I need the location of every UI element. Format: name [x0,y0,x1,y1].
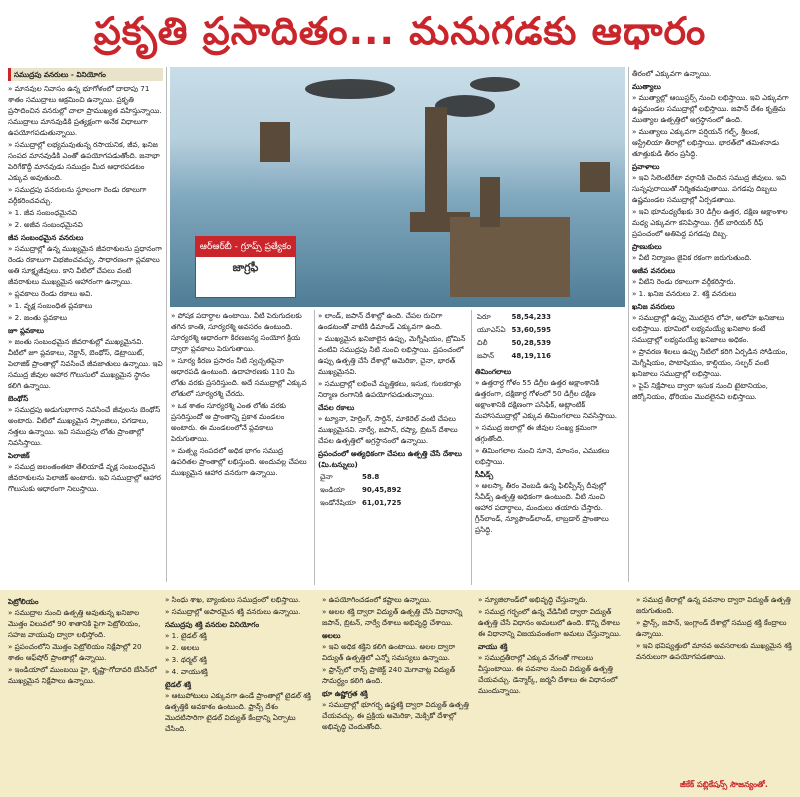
text-paragraph: » 2. అజీవ సంబంధమైనవి [8,220,83,229]
section-title: సముద్రపు వనరులు - వినియోగం [8,68,163,81]
subheading: బెంథోస్ [8,394,29,403]
subheading: టైడల్ శక్తి [165,680,192,689]
subheading: వాయు శక్తి [478,642,508,651]
country-cell: చిలీ [477,339,488,347]
text-paragraph: » 3. థర్మల్ శక్తి [165,655,207,664]
country-cell: చైనా [320,473,333,481]
text-paragraph: » సముద్రాల్లో భూగర్భ ఉష్ణశక్తి ద్వారా విద్యుత్ ఉత్పత్తి చేయవచ్చు. ఈ ప్రక్రియ అమెరికా, మెక్సికో దేశాల్లో అభివృద్ధి చెందుతోంది. [322,700,469,731]
fish-production-table-continued [475,310,557,364]
text-paragraph: » 1. టైడల్ శక్తి [165,631,207,640]
credit-line: జీకేక్ పబ్లికేషన్స్ సౌజన్యంతో. [680,780,768,789]
column-2 [171,310,311,585]
text-paragraph: » అలల శక్తి ద్వారా విద్యుత్ ఉత్పత్తి చేసే విధానాన్ని జపాన్, బ్రిటన్, నార్వే దేశాలు అభివృద్ధి చేశాయి. [322,607,463,627]
text-paragraph: » ప్లవకాలు రెండు రకాలు అవి. [8,289,93,298]
column-1 [8,68,163,583]
table-row [320,472,405,483]
badge-title: ఆర్ఆర్‌బీ - గ్రూప్స్ ప్రత్యేకం [196,237,295,257]
text-paragraph: » 1. ఖనిజ వనరులు 2. శక్తి వనరులు [632,289,737,298]
subheading: జీవ సంబంధమైన వనరులు [8,233,84,242]
text-paragraph: » ఇవి భవిష్యత్తులో మానవ అవసరాలకు ముఖ్యమైన శక్తి వనరులుగా ఉపయోగపడతాయి. [636,641,792,661]
text-paragraph: » సింధు శాఖ, బ్యాంకులు సముద్రంలో లభిస్తాయి. [165,595,301,604]
text-paragraph: » లాండ్, జపాన్ దేశాల్లో ఉంది. చేపల రుచిగా ఉండటంతో వాటికి డిమాండ్ ఎక్కువగా ఉంది. [318,311,443,331]
text-paragraph: » ఇండియాలో ముంబయి హై, కృష్ణా-గోదావరి బేసిన్‌లో ముఖ్యమైన నిక్షేపాలు ఉన్నాయి. [8,665,157,685]
text-paragraph: » ముత్యాల్లో ఆయిస్టర్స్ నుంచి లభిస్తాయి. ఇవి ఎక్కువగా ఉష్ణమండల సముద్రాల్లో లభిస్తాయి. జపాన్ దేశం కృత్రిమ ముత్యాల ఉత్పత్తిలో అగ్రస్థానంలో ఉంది. [632,93,789,124]
text-paragraph: » సముద్రాల నుంచి ఉత్పత్తి అవుతున్న ఖనిజాల మొత్తం విలువలో 90 శాతానికి పైగా పెట్రోలియం, సహజ వాయువు ద్వారా లభిస్తోంది. [8,608,141,639]
bottom-column-3 [322,594,472,792]
text-paragraph: » న్యూజిలాండ్‌లో అభివృద్ధి చేస్తున్నారు. [478,595,588,604]
photo-badge [195,236,296,298]
table-row [477,351,555,362]
country-cell: యూఎస్ఏ [477,326,506,334]
column-divider [471,310,472,585]
value-cell: 58,54,233 [511,313,551,321]
table-row [477,325,555,336]
text-paragraph: » మానవుల నివాసం ఉన్న భూగోళంలో దాదాపు 71 శాతం సముద్రాలు ఆక్రమించి ఉన్నాయి. ప్రకృతి ప్రసాదించిన వనరుల్లో చాలా ప్రాముఖ్యత వహిస్తున్నాయి. సముద్రాలు మానవుడికి ప్రత్యక్షంగా అనేక విధాలుగా ఉపయోగపడుతున్నాయి. [8,84,162,137]
value-cell: 58.8 [361,473,380,481]
subheading: పెలాజిక్ [8,451,30,460]
column-divider [166,67,167,582]
headline: ప్రకృతి ప్రసాదితం... మనుగడకు ఆధారం [93,9,707,53]
table-row [320,485,405,496]
text-paragraph: » ఇవి అధిక శక్తిని కలిగి ఉంటాయి. అలల ద్వారా విద్యుత్ ఉత్పత్తిలో ఎన్నో సమస్యలు ఉన్నాయి. [322,642,456,662]
table-row [320,498,405,509]
text-paragraph: » ట్యూనా, హెర్రింగ్, సార్డిన్, మాకెరెల్ వంటి చేపలు ముఖ్యమైనవి. నార్వే, జపాన్, రష్యా, బ్రిటన్ దేశాలు చేపల ఉత్పత్తిలో అగ్రస్థానంలో ఉన్నాయి. [318,414,458,445]
subheading: ముత్యాలు [632,82,661,91]
badge-subject: జాగ్రఫీ [232,261,259,274]
text-paragraph: » 1. జీవ సంబంధమైనవి [8,208,78,217]
text-paragraph: » తిమింగలాల నుంచి నూనె, మాంసం, ఎముకలు లభిస్తాయి. [475,446,610,466]
text-paragraph: » ఫ్రాన్స్‌లో రాన్స్ ప్రాజెక్ట్ 240 మెగావాట్ల విద్యుత్ సామర్థ్యం కలిగి ఉంది. [322,665,456,685]
text-paragraph: » 1. వృక్ష సంబంధిత ప్లవకాలు [8,301,93,310]
text-paragraph: » 2. అలలు [165,643,200,652]
value-cell: 53,60,595 [511,326,551,334]
text-paragraph: » సముద్రతీరాల్లో ఎక్కువ వేగంతో గాలులు వీస్తుంటాయి. ఈ పవనాల నుంచి విద్యుత్ ఉత్పత్తి చేయవచ్చు. డెన్మార్క్, జర్మనీ దేశాలు ఈ విధానంలో ముందున్నాయి. [478,653,618,695]
subheading: తిమింగలాలు [475,367,512,376]
subheading: అలలు [322,631,341,640]
text-paragraph: » సముద్ర జలాల్లో ఈ జీవుల సంఖ్య క్రమంగా తగ్గుతోంది. [475,423,598,443]
column-4 [475,310,623,585]
text-paragraph: » అలస్కా తీరం వెంబడి ఉన్న ఫిలిప్పీన్స్ దీవుల్లో సీవీడ్స్ ఉత్పత్తి అధికంగా ఉంటుంది. వీటి నుంచి ఆహార పదార్థాలు, మందులు తయారు చేస్తారు. గ్రీన్‌లాండ్, న్యూఫౌండ్‌లాండ్, లాబ్రడార్ ప్రాంతాలు ప్రసిద్ధి. [475,481,609,534]
subheading: పెట్రోలియం [8,597,39,606]
column-divider [314,310,315,585]
text-paragraph: » ఆటుపోటులు ఎక్కువగా ఉండే ప్రాంతాల్లో టైడల్ శక్తి ఉత్పత్తికి అవకాశం ఉంటుంది. ఫ్రాన్స్ దేశం మొదటిసారిగా టైడల్ విద్యుత్ కేంద్రాన్ని ఏర్పాటు చేసింది. [165,691,311,733]
column-divider [628,67,629,582]
value-cell: 90,45,892 [361,486,402,494]
text-paragraph: » సముద్ర జలంతంతటా తేలియాడే వృక్ష సంబంధమైన జీవరాశులను పెలాజిక్ అంటారు. ఇవి సముద్రాల్లో ఆహార గొలుసుకు ఆధారంగా నిలుస్తాయి. [8,462,161,493]
text-paragraph: » ముత్యాలు ఎక్కువగా పర్షియన్ గల్ఫ్, శ్రీలంక, ఆస్ట్రేలియా తీరాల్లో లభిస్తాయి. భారత్‌లో తమిళనాడు తూత్తుకుడి తీరం ప్రసిద్ధి. [632,127,780,158]
text-paragraph: » సముద్ర తీరాల్లో ఉన్న పవనాల ద్వారా విద్యుత్ ఉత్పత్తి జరుగుతుంది. [636,595,791,615]
subheading: ప్రాణుకులు [632,242,662,251]
subheading: చేపల రకాలు [318,403,355,412]
text-paragraph: » ప్రపంచంలోని మొత్తం పెట్రోలియం నిక్షేపాల్లో 20 శాతం ఆఫ్‌షోర్ ప్రాంతాల్లో ఉన్నాయి. [8,642,142,662]
subheading: సీవీడ్స్ [475,470,494,479]
subheading: ప్రపంచంలో అత్యధికంగా చేపలు ఉత్పత్తి చేసే దేశాలు (మి.టన్నులు) [318,449,462,469]
text-paragraph: » 4. వాయుశక్తి [165,667,208,676]
text-paragraph: » ఫ్రాన్స్, జపాన్, ఇంగ్లాండ్ దేశాల్లో సముద్ర శక్తి కేంద్రాలు ఉన్నాయి. [636,618,787,638]
text-paragraph: » పైప్ నిక్షేపాలు ద్వారా ఇసుక నుంచి టైటానియం, జిర్కోనియం, థోరియం మొదలైనవి లభిస్తాయి. [632,381,768,401]
column-5 [632,68,792,583]
table-row [477,312,555,323]
text-paragraph: » ప్రావరణ శిలలు ఉప్పు నీటిలో కరిగి ఏర్పడిన సోడియం, మెగ్నీషియం, పొటాషియం, కాల్షియం, సల్ఫర్ వంటి ఖనిజాలు సముద్రాల్లో లభిస్తాయి. [632,347,788,378]
bottom-section [0,590,800,797]
text-paragraph: » ముఖ్యమైన ఖనిజాలైన ఉప్పు, మెగ్నీషియం, బ్రోమిన్ వంటివి సముద్రపు నీటి నుంచి లభిస్తాయి. ప్రపంచంలో ఉప్పు ఉత్పత్తి చేసే దేశాల్లో అమెరికా, చైనా, భారత్ ముఖ్యమైనవి. [318,334,466,376]
text-paragraph: » సముద్రపు అడుగుభాగాన నివసించే జీవులను బెంథోస్ అంటారు. వీటిలో ముఖ్యమైన స్పాంజిలు, పగడాలు, నత్తలు ఉన్నాయి. ఇవి సముద్రపు లోతు ప్రాంతాల్లో నివసిస్తాయి. [8,405,161,447]
text-paragraph: » సముద్రాల్లో ఉప్పు మొదలైన లోహ, అలోహ ఖనిజాలు లభిస్తాయి. భూమిలో లభ్యమయ్యే ఖనిజాల కంటే సముద్రాల్లో లభ్యమయ్యే ఖనిజాలు అధికం. [632,313,785,344]
fish-production-table [318,470,407,511]
text-line: తీరంలో ఎక్కువగా ఉన్నాయి. [632,69,712,78]
text-paragraph: » సముద్ర గర్భంలో ఉన్న వేడినీటి ద్వారా విద్యుత్ ఉత్పత్తి చేసే విధానం అమలులో ఉంది. కొన్ని దేశాలు ఈ విధానాన్ని విజయవంతంగా అమలు చేస్తున్నాయి. [478,607,622,638]
text-paragraph: » సముద్రాల్లో లభించే మృత్తికలు, ఇసుక, గులకరాళ్లు నిర్మాణ రంగానికి ఉపయోగపడుతున్నాయి. [318,379,462,399]
value-cell: 61,01,725 [361,499,402,507]
text-paragraph: » సముద్రాల్లో ఉన్న ముఖ్యమైన జీవరాశులను ప్రధానంగా రెండు రకాలుగా విభజించవచ్చు. సాధారణంగా ప్లవకాలు అతి సూక్ష్మజీవులు. కాని వీటిలో చేపలు వంటి జీవరాశులు ముఖ్యమైన ఆహారంగా ఉన్నాయి. [8,244,162,286]
text-paragraph: » ఒక శాతం సూర్యరశ్మి ఎంత లోతు వరకు ప్రసరిస్తుందో ఆ ప్రాంతాన్ని ప్రకాశ మండలం అంటారు. ఈ మండలంలోనే ప్లవకాలు పెరుగుతాయి. [171,401,287,443]
table-row [477,338,555,349]
subheading: సముద్రపు శక్తి వనరుల వినియోగం [165,620,260,629]
value-cell: 50,28,539 [511,339,551,347]
text-paragraph: » 2. జంతు ప్లవకాలు [8,313,68,322]
bottom-column-5 [636,594,792,774]
subheading: జూ ప్లవకాలు [8,326,44,335]
text-paragraph: » వీటిని రెండు రకాలుగా వర్గీకరిస్తారు. [632,277,736,286]
bottom-column-2 [165,594,315,792]
country-cell: ఇండోనేషియా [320,499,356,507]
text-paragraph: » సముద్రాల్లో అపారమైన శక్తి వనరులు ఉన్నాయి. [165,607,301,616]
text-paragraph: » సముద్రాల్లో లభ్యమవుతున్న రసాయనిక, జీవ, ఖనిజ సంపద మానవుడికి ఎంతో ఉపయోగపడుతోంది. జనాభా పెరిగేకొద్దీ మానవుడు సముద్రం మీద ఆధారపడటం ఎక్కువ అవుతుంది. [8,140,160,182]
subheading: ప్రవాళాలు [632,162,660,171]
text-paragraph: » ఉత్తరార్ధ గోళం 55 డిగ్రీల ఉత్తర అక్షాంశానికి ఉత్తరంగా, దక్షిణార్ధ గోళంలో 50 డిగ్రీల దక్షిణ అక్షాంశానికి దక్షిణంగా పసిఫిక్, అట్లాంటిక్ మహాసముద్రాల్లో ఎక్కువ తిమింగలాలు నివసిస్తాయి. [475,378,618,420]
text-paragraph: » వీటి నిర్మాణం జైవిక రకంగా జరుగుతుంది. [632,253,752,262]
country-cell: ఇండియా [320,486,345,494]
country-cell: పెరూ [477,313,491,321]
bottom-column-4 [478,594,628,792]
text-paragraph: » జంతు సంబంధమైన జీవరాశుల్లో ముఖ్యమైనవి. వీటిలో జూ ప్లవకాలు, నెక్టాన్, బెంథోస్, డెట్రాయిట్, పెలాజిక్ ప్రాంతాల్లో నివసించే జీవజాతులు ఉన్నాయి. ఇవి సముద్ర జీవుల ఆహార గొలుసులో ముఖ్యమైన స్థానం కలిగి ఉన్నాయి. [8,337,163,390]
bottom-column-1 [8,594,158,792]
text-paragraph: » పోషక పదార్థాల ఉంటాయి. వీటి పెరుగుదలకు తగిన కాంతి, సూర్యరశ్మి అవసరం ఉంటుంది. సూర్యరశ్మి ఆధారంగా కిరణజన్య సంయోగ క్రియ ద్వారా ప్లవకాలు పెరుగుతాయి. [171,311,302,353]
text-paragraph: » ఇవి సిలెంటిరేటా వర్గానికి చెందిన సముద్ర జీవులు. ఇవి సున్నపురాయితో నిర్మితమవుతాయి. పగడపు దిబ్బలు ఉష్ణమండల సముద్రాల్లో ఏర్పడతాయి. [632,173,787,204]
text-paragraph: » మత్స్య సంపదలో అధిక భాగం సముద్ర ఉపరితల ప్రాంతాల్లో లభిస్తుంది. అందువల్ల చేపలు ముఖ్యమైన ఆహార వనరుగా ఉన్నాయి. [171,446,307,477]
value-cell: 48,19,116 [511,352,551,360]
country-cell: జపాన్ [477,352,494,360]
text-paragraph: » సూర్య కిరణ ప్రసారం నీటి స్వచ్ఛతపైనా ఆధారపడి ఉంటుంది. ఉదాహరణకు 110 మీ లోతు వరకు ప్రసరిస్తుంది. అదే సముద్రాల్లో ఎక్కువ లోతులో సూర్యరశ్మి చేరదు. [171,356,307,398]
text-paragraph: » ఇవి భూమధ్యరేఖకు 30 డిగ్రీల ఉత్తర, దక్షిణ అక్షాంశాల మధ్య ఎక్కువగా కనిపిస్తాయి. గ్రేట్ బారియర్ రీఫ్ ప్రపంచంలో అతిపెద్ద పగడపు దిబ్బ. [632,207,788,238]
text-paragraph: » ఉపయోగించడంలో కష్టాలు ఉన్నాయి. [322,595,432,604]
subheading: అజీవ వనరులు [632,266,676,275]
subheading: ఖనిజ వనరులు [632,302,675,311]
text-paragraph: » సముద్రపు వనరులను స్థూలంగా రెండు రకాలుగా వర్గీకరించవచ్చు. [8,185,147,205]
subheading: భూ ఉష్ణోగ్రత శక్తి [322,689,368,698]
column-3 [318,310,468,585]
